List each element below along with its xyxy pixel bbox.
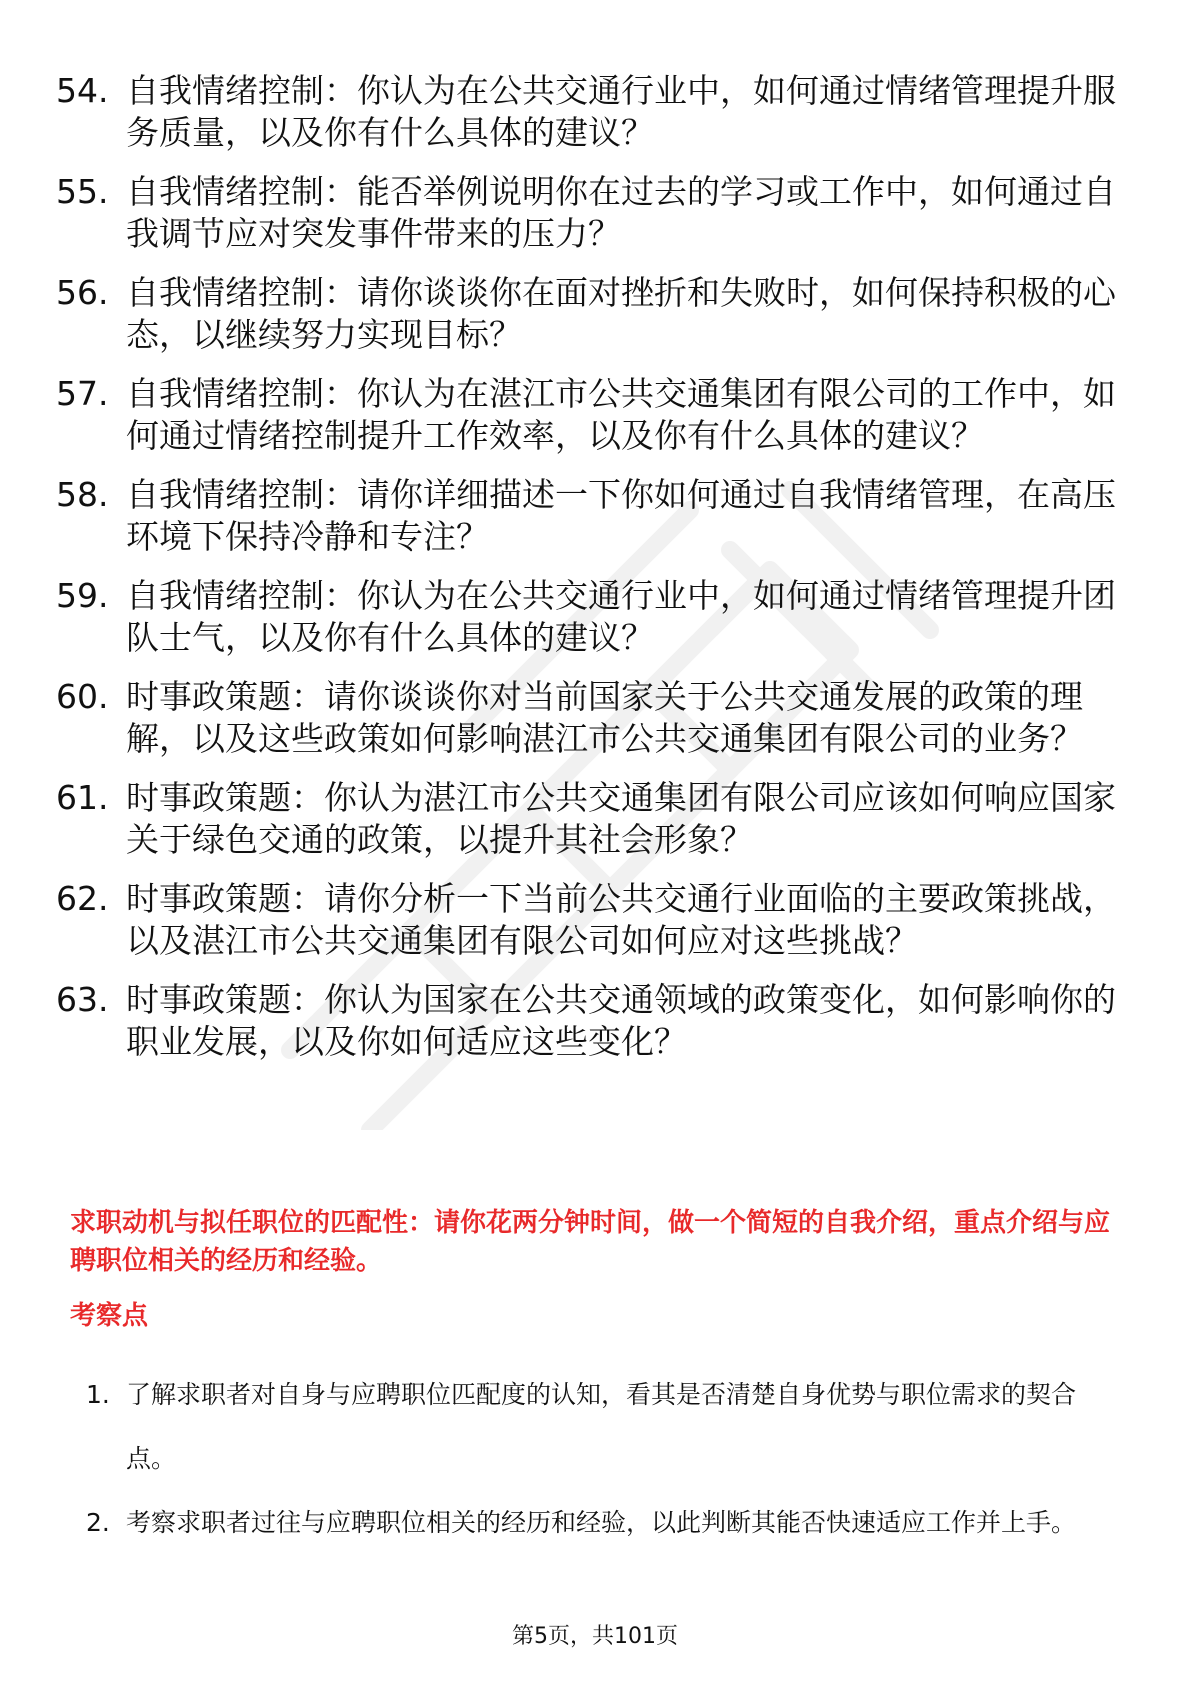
question-number: 58. (56, 475, 109, 514)
question-item (56, 70, 1116, 154)
question-number: 55. (56, 172, 109, 211)
point-number: 1. (86, 1380, 110, 1409)
point-text: 了解求职者对自身与应聘职位匹配度的认知，看其是否清楚自身优势与职位需求的契合点。 (126, 1380, 1077, 1473)
section-title: 求职动机与拟任职位的匹配性：请你花两分钟时间，做一个简短的自我介绍，重点介绍与应聘职位相关的经历和经验。 (70, 1208, 1111, 1276)
question-text: 时事政策题：请你谈谈你对当前国家关于公共交通发展的政策的理解，以及这些政策如何影响湛江市公共交通集团有限公司的业务？ (126, 677, 1083, 758)
question-text: 自我情绪控制：你认为在湛江市公共交通集团有限公司的工作中，如何通过情绪控制提升工作效率，以及你有什么具体的建议？ (126, 374, 1116, 455)
question-item (56, 474, 1116, 558)
question-item (56, 777, 1116, 861)
question-item (56, 272, 1116, 356)
question-text: 时事政策题：你认为国家在公共交通领域的政策变化，如何影响你的职业发展，以及你如何适应这些变化？ (126, 980, 1116, 1061)
question-item (56, 979, 1116, 1063)
question-number: 62. (56, 879, 109, 918)
question-number: 59. (56, 576, 109, 615)
assessment-points-list (86, 1363, 1116, 1555)
question-text: 自我情绪控制：你认为在公共交通行业中，如何通过情绪管理提升服务质量，以及你有什么具体的建议？ (126, 71, 1116, 152)
question-item (56, 676, 1116, 760)
point-text: 考察求职者过往与应聘职位相关的经历和经验，以此判断其能否快速适应工作并上手。 (126, 1508, 1077, 1537)
assessment-point (86, 1491, 1116, 1555)
question-item (56, 878, 1116, 962)
question-number: 54. (56, 71, 109, 110)
question-text: 自我情绪控制：能否举例说明你在过去的学习或工作中，如何通过自我调节应对突发事件带来的压力？ (126, 172, 1116, 253)
question-number: 60. (56, 677, 109, 716)
question-text: 自我情绪控制：请你谈谈你在面对挫折和失败时，如何保持积极的心态，以继续努力实现目标？ (126, 273, 1116, 354)
assessment-point (86, 1363, 1116, 1491)
question-item (56, 373, 1116, 457)
question-item (56, 171, 1116, 255)
question-number: 57. (56, 374, 109, 413)
question-number: 63. (56, 980, 109, 1019)
question-text: 时事政策题：请你分析一下当前公共交通行业面临的主要政策挑战，以及湛江市公共交通集团有限公司如何应对这些挑战？ (126, 879, 1116, 960)
question-number: 56. (56, 273, 109, 312)
points-heading: 考察点 (70, 1301, 149, 1331)
question-text: 自我情绪控制：你认为在公共交通行业中，如何通过情绪管理提升团队士气，以及你有什么具体的建议？ (126, 576, 1116, 657)
page-footer: 第5页，共101页 (512, 1624, 678, 1649)
question-list (56, 70, 1116, 1080)
question-text: 时事政策题：你认为湛江市公共交通集团有限公司应该如何响应国家关于绿色交通的政策，以提升其社会形象？ (126, 778, 1116, 859)
point-number: 2. (86, 1508, 110, 1537)
question-text: 自我情绪控制：请你详细描述一下你如何通过自我情绪管理，在高压环境下保持冷静和专注？ (126, 475, 1116, 556)
question-number: 61. (56, 778, 109, 817)
question-item (56, 575, 1116, 659)
